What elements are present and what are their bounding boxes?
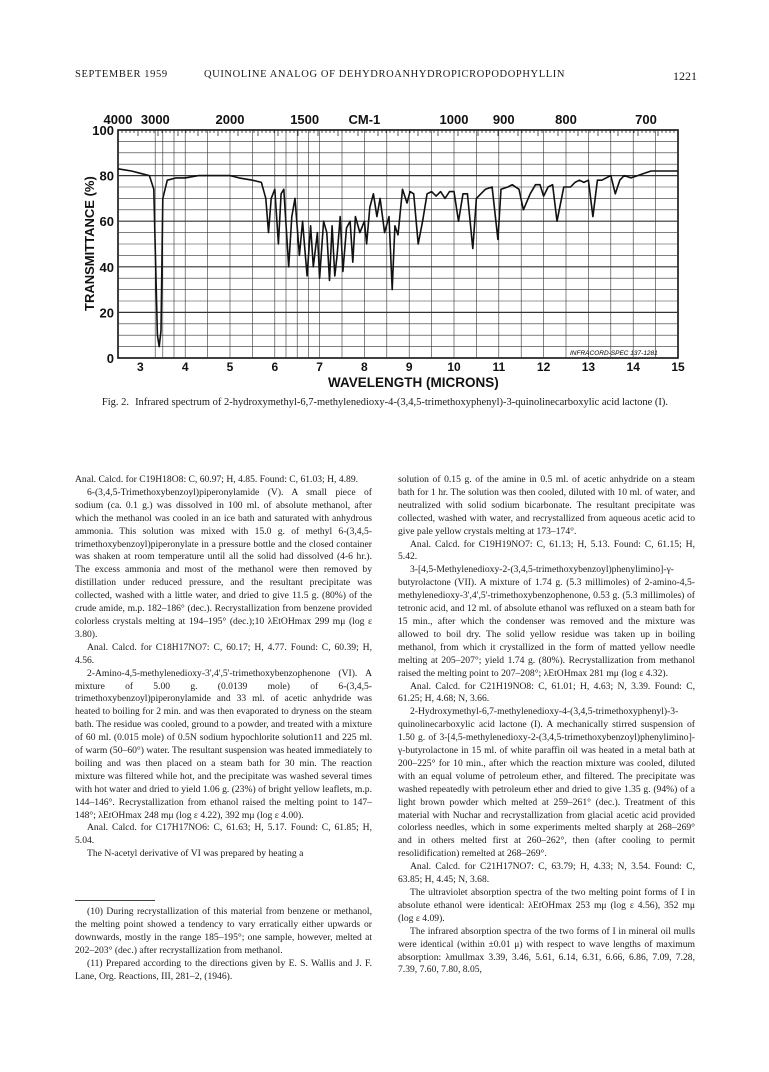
- y-tick-label: 20: [99, 305, 114, 321]
- x-tick-label: 13: [581, 360, 596, 374]
- body-paragraph: Anal. Calcd. for C19H18O8: C, 60.97; H, 4.85. Found: C, 61.03; H, 4.89.: [75, 474, 359, 485]
- body-paragraph: The N-acetyl derivative of VI was prepared by heating a: [87, 848, 304, 860]
- body-paragraph: 2-Hydroxymethyl-6,7-methylenedioxy-4-(3,4,5-trimethoxyphenyl)-3-quinolinecarboxylic acid lactone (I). A mechanically stirred suspension of 1.50 g. of 3-[4,5-methylenedioxy-2-(3,4,5-trimethoxybenzoyl)phenylimino]-γ-butyrolactone in 15 ml. of white paraffin oil was heated in a metal bath at 200–225° for 10 min., after which the reaction mixture was cooled, diluted with an equal volume of petroleum ether, and filtered. The precipitate was washed repeatedly with petroleum ether and dried to give 1.35 g. (94%) of a light brown powder which melted at 259–261° (dec.). Treatment of this material with Nuchar and recrystallization from glacial acetic acid provided colorless needles, which in some experiments melted sharply at 268–269° and in others melted first at 260–262°, then (after cooling to permit resolidification) remelted at 268–269°.: [398, 706, 695, 860]
- top-tick-label: 900: [492, 112, 515, 127]
- wavenumber-tick-labels: [104, 112, 657, 127]
- footnote: (11) Prepared according to the directions given by E. S. Wallis and J. F. Lane, Org. Reactions, III, 281–2, (1946).: [75, 957, 372, 982]
- caption-label: Fig. 2.: [101, 397, 130, 408]
- footnotes: [75, 906, 372, 983]
- y-tick-label: 0: [106, 351, 114, 366]
- body-paragraph: Anal. Calcd. for C21H19NO8: C, 61.01; H, 4.63; N, 3.39. Found: C, 61.25; H, 4.68; N, 3.66.: [398, 680, 695, 705]
- body-paragraph: The ultraviolet absorption spectra of the two melting point forms of I in absolute ethanol were identical: λEtOHmax 253 mμ (log ε 4.56), 352 mμ (log ε 4.09).: [398, 887, 695, 924]
- x-tick-labels: [137, 360, 685, 374]
- top-tick-label: 3000: [140, 112, 170, 127]
- x-tick-label: 11: [492, 360, 506, 374]
- top-tick-label: 700: [635, 112, 657, 127]
- caption-text: Infrared spectrum of 2-hydroxymethyl-6,7-methylenedioxy-4-(3,4,5-trimethoxyphenyl)-3-quinolinecarboxylic acid lactone (I).: [135, 397, 669, 408]
- y-tick-label: 40: [99, 259, 114, 275]
- x-tick-label: 3: [137, 360, 144, 374]
- spectrum-line: [118, 169, 678, 347]
- body-paragraph: solution of 0.15 g. of the amine in 0.5 ml. of acetic anhydride on a steam bath for 1 hr. The solution was then cooled, diluted with 10 ml. of water, and neutralized with solid sodium bicarbonate. The resultant precipitate was collected, washed with water, and recrystallized from aqueous acetic acid to give pale yellow crystals melting at 173–174°.: [398, 474, 695, 537]
- body-paragraph: 3-[4,5-Methylenedioxy-2-(3,4,5-trimethoxybenzoyl)phenylimino]-γ-butyrolactone (VII). A mixture of 1.74 g. (5.3 millimoles) of 2-amino-4,5-methylenedioxy-3',4',5'-trimethoxybenzophenone, 0.53 g. (5.3 millimoles) of tetronic acid, and 12 ml. of absolute ethanol was refluxed on a steam bath for 15 min., after which the condenser was removed and the mixture was allowed to boil dry. The solid yellow residue was taken up in boiling methanol, from which it crystallized in the form of matted yellow needle melting at 205–207°; yield 1.74 g. (80%). Recrystallization from methanol raised the melting point to 207–208°; λEtOHmax 281 mμ (log ε 4.32).: [398, 564, 695, 679]
- body-paragraph: Anal. Calcd. for C19H19NO7: C, 61.13; H, 5.13. Found: C, 61.15; H, 5.42.: [398, 538, 695, 563]
- y-axis-label: TRANSMITTANCE (%): [82, 176, 97, 311]
- ir-spectrum-chart: [78, 96, 698, 391]
- x-tick-label: 7: [316, 360, 323, 374]
- x-tick-label: 14: [626, 360, 640, 374]
- top-tick-label: CM-1: [348, 112, 381, 127]
- body-paragraph: 2-Amino-4,5-methylenedioxy-3',4',5'-trimethoxybenzophenone (VI). A mixture of 5.00 g. (0.0139 mole) of 6-(3,4,5-trimethoxybenzoyl)piperonylamide and 33 ml. of acetic anhydride was heated to boiling for 2 min. and was then evaporated to dryness on the steam bath. The residue was cooled, ground to a powder, and treated with a mixture of 60 ml. (0.015 mole) of 0.5N sodium hypochlorite solution11 and 225 ml. of warm (50–60°) water. The resultant suspension was heated immediately to boiling and was then placed on a steam bath for 30 min. The reaction mixture was filtered while hot, and the precipitate was washed several times with hot water and dried to yield 1.06 g. (23%) of bright yellow leaflets, m.p. 144–146°. Recrystallization from ethanol raised the melting point to 147–148°; λEtOHmax 248 mμ (log ε 4.22), 392 mμ (log ε 4.00).: [75, 667, 372, 821]
- top-tick-label: 800: [555, 112, 577, 127]
- top-tick-label: 1000: [439, 112, 469, 127]
- top-tick-label: 4000: [103, 112, 133, 127]
- figure-caption: [75, 396, 695, 409]
- body-paragraph: Anal. Calcd. for C17H17NO6: C, 61.63; H, 5.17. Found: C, 61.85; H, 5.04.: [75, 822, 372, 847]
- y-tick-label: 80: [99, 168, 114, 184]
- x-tick-label: 5: [226, 360, 234, 374]
- body-paragraph: 6-(3,4,5-Trimethoxybenzoyl)piperonylamide (V). A small piece of sodium (ca. 0.1 g.) was dissolved in 100 ml. of absolute methanol, after which the methanol was cooled in an ice bath and saturated with anhydrous ammonia. This solution was mixed with 15.0 g. of methyl 6-(3,4,5-trimethoxybenzoyl)piperonylate in a pressure bottle and the closed container was shaken at room temperature until all the solid had dissolved (4-6 hr.). The excess ammonia and most of the methanol were then removed by distillation under reduced pressure, and the resultant precipitate was collected, washed with a little water, and dried to give 11.5 g. (80%) of the crude amide, m.p. 182–186° (dec.). Recrystallization from benzene provided colorless crystals melting at 194–195° (dec.);10 λEtOHmax 299 mμ (log ε 3.80).: [75, 486, 372, 640]
- x-tick-label: 4: [181, 360, 189, 374]
- y-tick-label: 60: [99, 214, 114, 230]
- body-paragraph: The infrared absorption spectra of the two forms of I in mineral oil mulls were identical (within ±0.01 μ) with respect to wave lengths of maximum absorption: λmullmax 3.39, 3.46, 5.61, 6.14, 6.31, 6.66, 6.86, 7.09, 7.28, 7.39, 7.60, 7.80, 8.05,: [398, 925, 695, 976]
- x-tick-label: 6: [271, 360, 279, 374]
- x-tick-label: 15: [671, 360, 685, 374]
- running-header-date: SEPTEMBER 1959: [75, 69, 168, 80]
- x-axis-label: WAVELENGTH (MICRONS): [328, 375, 499, 390]
- chart-grid: [118, 130, 678, 358]
- instrument-stamp: INFRACORD-SPEC 137-1281: [570, 350, 658, 357]
- y-tick-label: 100: [92, 123, 114, 138]
- top-tick-label: 1500: [290, 112, 320, 127]
- right-column: [398, 474, 695, 977]
- running-header-title: QUINOLINE ANALOG OF DEHYDROANHYDROPICROPODOPHYLLIN: [203, 69, 566, 80]
- x-tick-label: 12: [536, 360, 551, 374]
- page-number: 1221: [673, 69, 697, 83]
- left-column: [75, 474, 372, 861]
- x-tick-label: 8: [361, 360, 368, 374]
- body-paragraph: Anal. Calcd. for C21H17NO7: C, 63.79; H, 4.33; N, 3.54. Found: C, 63.85; H, 4.45; N, 3.68.: [398, 861, 695, 886]
- body-paragraph: Anal. Calcd. for C18H17NO7: C, 60.17; H, 4.77. Found: C, 60.39; H, 4.56.: [75, 641, 372, 666]
- x-tick-label: 10: [447, 360, 461, 374]
- footnote: (10) During recrystallization of this material from benzene or methanol, the melting point showed a tendency to vary erratically either upwards or downwards, mostly in the range 185–195°; one sample, however, melted at 202–203° (dec.) after recrystallization from methanol.: [75, 906, 372, 956]
- footnote-rule: [75, 900, 155, 901]
- x-tick-label: 9: [405, 360, 413, 374]
- top-tick-label: 2000: [215, 112, 245, 127]
